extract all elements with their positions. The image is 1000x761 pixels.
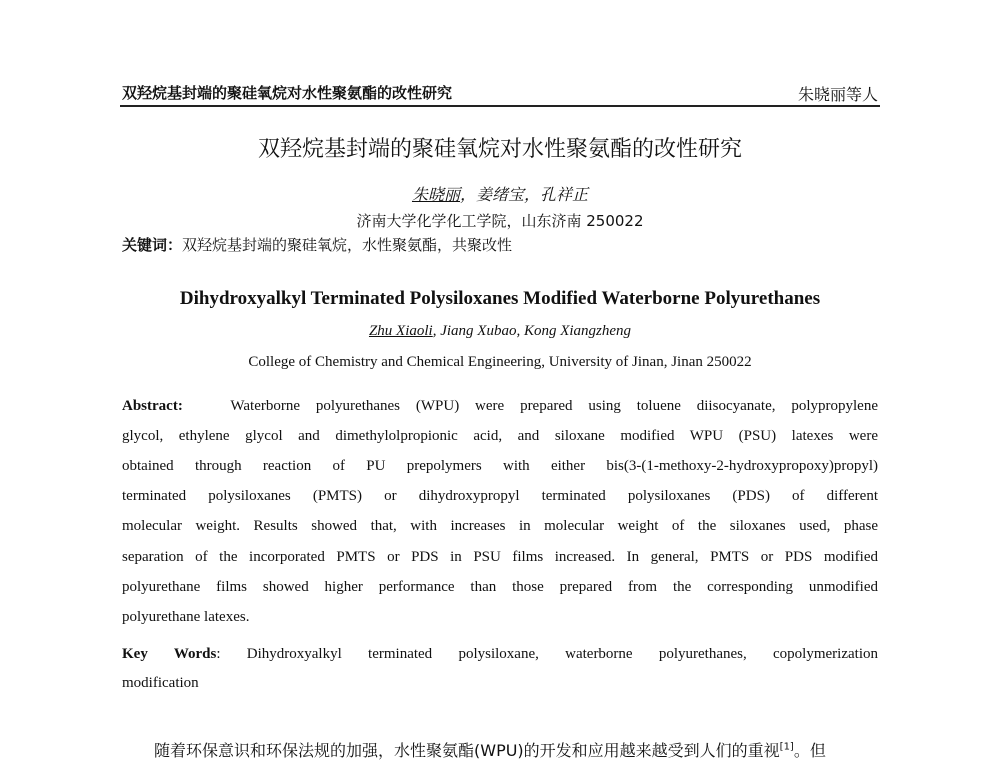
abstract-line: separation of the incorporated PMTS or PDS in PSU films increased. In general, PMTS or PDS modified [122, 549, 878, 565]
english-affiliation: College of Chemistry and Chemical Engineering, University of Jinan, Jinan 250022 [248, 354, 752, 370]
abstract-line [122, 398, 878, 415]
running-head-authors: 朱晓丽等人 [797, 85, 878, 104]
abstract-text: Waterborne polyurethanes (WPU) were prepared using toluene diisocyanate, polypropylene [230, 398, 878, 414]
english-keywords-text: : Dihydroxyalkyl terminated polysiloxane, waterborne polyurethanes, copolymerization [216, 646, 878, 662]
running-head [122, 82, 878, 103]
chinese-other-authors: ，姜绪宝，孔祥正 [460, 185, 589, 204]
abstract-line: obtained through reaction of PU prepolymers with either bis(3-(1-methoxy-2-hydroxypropoxy)propyl) [122, 458, 878, 474]
english-keywords-label: Key Words [122, 646, 217, 662]
chinese-keywords-text: 双羟烷基封端的聚硅氧烷，水性聚氨酯，共聚改性 [182, 236, 513, 254]
english-first-author: Zhu Xiaoli [368, 323, 433, 339]
chinese-authors [0, 182, 1000, 205]
keywords-line: modification [122, 675, 199, 691]
header-rule [120, 105, 880, 107]
chinese-affiliation: 济南大学化学化工学院，山东济南 250022 [356, 212, 644, 230]
chinese-keywords [122, 234, 512, 255]
abstract-line: terminated polysiloxanes (PMTS) or dihydroxypropyl terminated polysiloxanes (PDS) of different [122, 488, 878, 504]
citation: [1] [779, 741, 794, 753]
abstract-line: molecular weight. Results showed that, with increases in molecular weight of the siloxanes used, phase [122, 518, 878, 534]
chinese-keywords-label: 关键词： [122, 236, 183, 254]
keywords-line [122, 646, 878, 663]
abstract-line: polyurethane latexes. [122, 609, 250, 625]
abstract-line: glycol, ethylene glycol and dimethylolpropionic acid, and siloxane modified WPU (PSU) latexes were [122, 428, 878, 444]
body-text-tail: 。但 [793, 741, 826, 760]
abstract-label: Abstract: [122, 398, 183, 414]
chinese-first-author: 朱晓丽 [411, 185, 460, 204]
body-text: 随着环保意识和环保法规的加强，水性聚氨酯(WPU)的开发和应用越来越受到人们的重视 [154, 741, 780, 760]
chinese-title: 双羟烷基封端的聚硅氧烷对水性聚氨酯的改性研究 [257, 137, 742, 162]
english-title: Dihydroxyalkyl Terminated Polysiloxanes Modified Waterborne Polyurethanes [179, 288, 821, 309]
abstract-line: polyurethane films showed higher performance than those prepared from the corresponding unmodified [122, 579, 878, 595]
body-paragraph [122, 738, 878, 761]
english-authors [0, 323, 1000, 340]
english-other-authors: , Jiang Xubao, Kong Xiangzheng [432, 323, 632, 339]
running-head-title: 双羟烷基封端的聚硅氧烷对水性聚氨酯的改性研究 [122, 84, 453, 102]
